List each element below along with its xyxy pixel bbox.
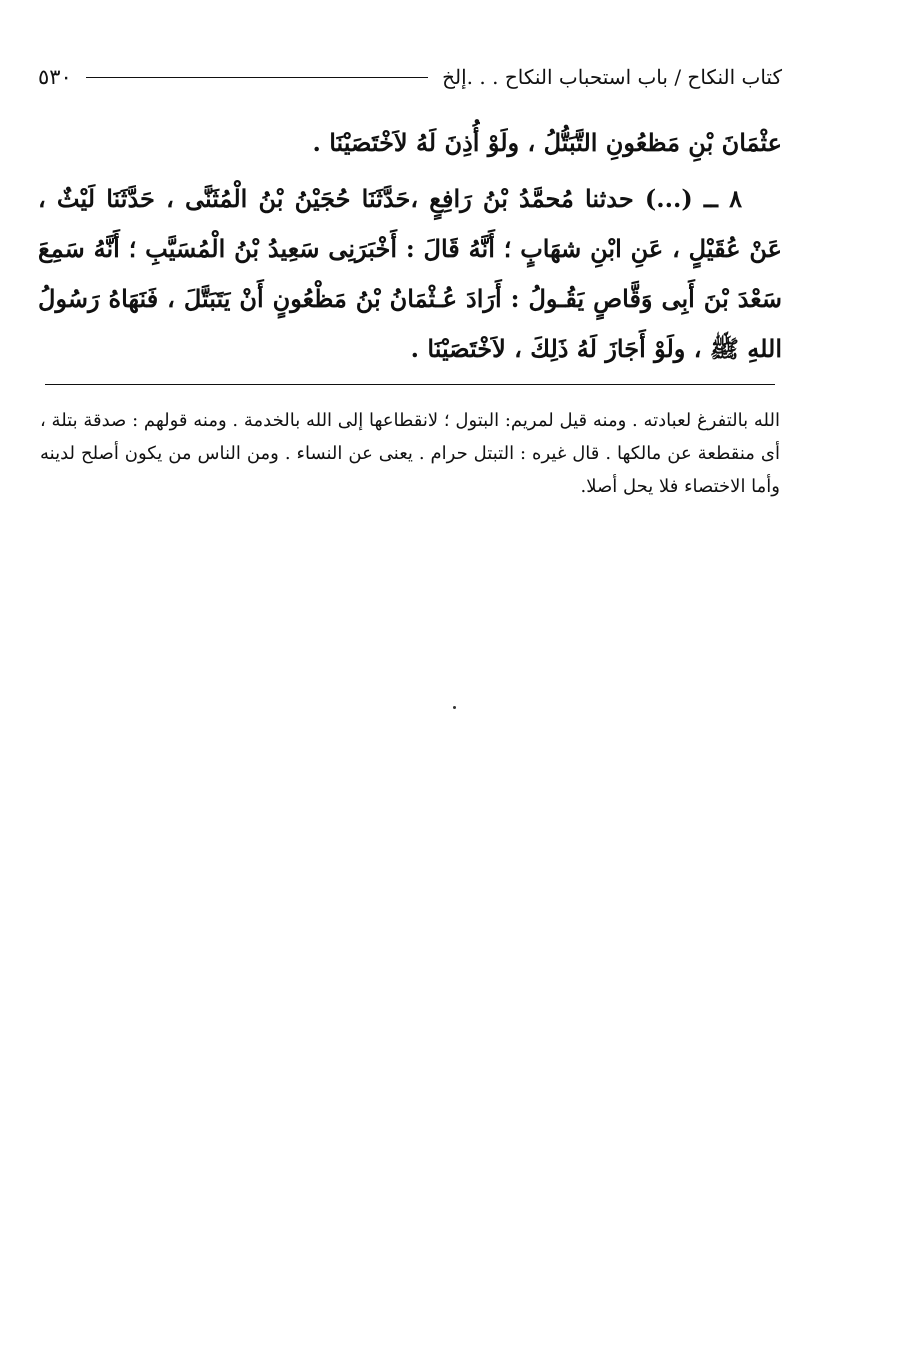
running-title: كتاب النكاح / باب استحباب النكاح . . .إلخ [442,65,782,89]
continuation-paragraph: عثْمَانَ بْنِ مَظعُونِ التَّبَتُّلُ ، ولَوْ أُذِنَ لَهُ لاَخْتَصَيْنَا . [312,128,782,157]
page-number: ٥٣٠ [38,65,72,89]
footnote-separator [45,384,775,385]
footnote [40,404,780,503]
scan-speck [453,706,456,709]
header-rule [86,77,428,78]
main-text [38,118,782,374]
footnote-text: الله بالتفرغ لعبادته . ومنه قيل لمريم: البتول ؛ لانقطاعها إلى الله بالخدمة . ومنه قولهم : صدقة بتلة ، أى منقطعة عن مالكها . قال غيره : التبتل حرام . يعنى عن النساء . ومن الناس من يكون أصلح لدينه وأما الاختصاء فلا يحل أصلا. [40,410,780,497]
page-header [38,60,782,94]
hadith-paragraph: ٨ ــ (...) حدثنا مُحمَّدُ بْنُ رَافِعٍ ،حَدَّثَنَا حُجَيْنُ بْنُ الْمُثَنَّى ، حَدَّثَنَا لَيْثٌ ، عَنْ عُقَيْلٍ ، عَنِ ابْنِ شهَابٍ ؛ أَنَّهُ قَالَ : أَخْبَرَنِى سَعِيدُ بْنُ الْمُسَيَّبِ ؛ أَنَّهُ سَمِعَ سَعْدَ بْنَ أَبِى وَقَّاصٍ يَقُـولُ : أَرَادَ عُـثْمَانُ بْنُ مَظْعُونٍ أَنْ يَتَبَتَّلَ ، فَنَهَاهُ رَسُولُ اللهِ ﷺ ، ولَوْ أَجَازَ لَهُ ذَلِكَ ، لاَخْتَصَيْنَا . [38,184,782,363]
